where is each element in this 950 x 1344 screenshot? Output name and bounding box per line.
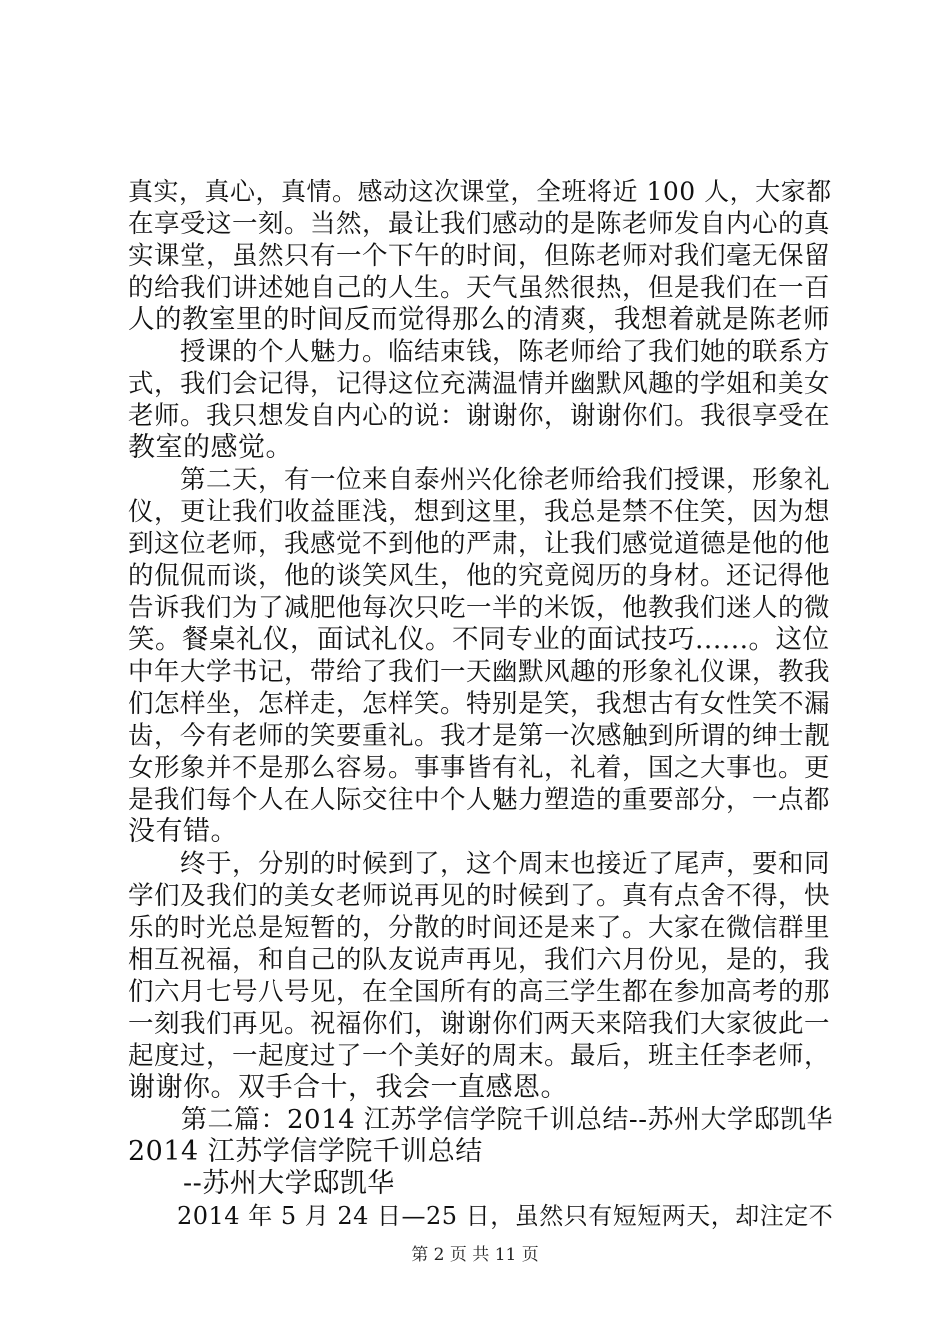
section-heading: 第二篇：2014 江苏学信学院千训总结--苏州大学邸凯华	[128, 1105, 834, 1135]
text-line: 第二天，有一位来自泰州兴化徐老师给我们授课，形象礼	[128, 465, 831, 495]
text-line: 授课的个人魅力。临结束钱，陈老师给了我们她的联系方	[128, 337, 831, 367]
text-line: 告诉我们为了减肥他每次只吃一半的米饭，他教我们迷人的微	[128, 593, 831, 623]
text-line: 起度过，一起度过了一个美好的周末。最后，班主任李老师，	[128, 1041, 831, 1071]
text-line: 老师。我只想发自内心的说：谢谢你，谢谢你们。我很享受在	[128, 401, 831, 431]
text-line: 的侃侃而谈，他的谈笑风生，他的究竟阅历的身材。还记得他	[128, 561, 831, 591]
text-line: 齿，今有老师的笑要重礼。我才是第一次感触到所谓的绅士靓	[128, 721, 831, 751]
section-title: 2014 江苏学信学院千训总结	[128, 1136, 483, 1167]
text-line: 真实，真心，真情。感动这次课堂，全班将近 100 人，大家都	[128, 177, 832, 206]
text-line: 谢谢你。双手合十，我会一直感恩。	[128, 1072, 568, 1103]
text-line: 没有错。	[128, 816, 238, 847]
text-line: 人的教室里的时间反而觉得那么的清爽，我想着就是陈老师	[128, 304, 830, 335]
text-line: 终于，分别的时候到了，这个周末也接近了尾声，要和同	[128, 849, 831, 879]
page-footer: 第 2 页 共 11 页	[411, 1245, 539, 1265]
text-line: 们怎样坐，怎样走，怎样笑。特别是笑，我想古有女性笑不漏	[128, 689, 831, 719]
text-line: 仪，更让我们收益匪浅，想到这里，我总是禁不住笑，因为想	[128, 497, 831, 527]
text-line: 乐的时光总是短暂的，分散的时间还是来了。大家在微信群里	[128, 913, 831, 943]
text-line: 在享受这一刻。当然，最让我们感动的是陈老师发自内心的真	[128, 209, 831, 239]
text-line: 2014 年 5 月 24 日—25 日，虽然只有短短两天，却注定不	[128, 1202, 834, 1230]
text-line: 们六月七号八号见，在全国所有的高三学生都在参加高考的那	[128, 977, 831, 1007]
text-line: 实课堂，虽然只有一个下午的时间，但陈老师对我们毫无保留	[128, 241, 831, 271]
text-line: 教室的感觉。	[128, 432, 293, 463]
text-line: 中年大学书记，带给了我们一天幽默风趣的形象礼仪课，教我	[128, 657, 831, 687]
text-line: 女形象并不是那么容易。事事皆有礼，礼着，国之大事也。更	[128, 753, 831, 783]
text-line: 的给我们讲述她自己的人生。天气虽然很热，但是我们在一百	[128, 273, 831, 303]
text-line: 学们及我们的美女老师说再见的时候到了。真有点舍不得，快	[128, 881, 831, 911]
text-line: 是我们每个人在人际交往中个人魅力塑造的重要部分，一点都	[128, 785, 831, 815]
text-line: 式，我们会记得，记得这位充满温情并幽默风趣的学姐和美女	[128, 369, 831, 399]
text-line: 相互祝福，和自己的队友说声再见，我们六月份见，是的，我	[128, 945, 831, 975]
text-line: 一刻我们再见。祝福你们，谢谢你们两天来陪我们大家彼此一	[128, 1009, 831, 1039]
text-line: 到这位老师，我感觉不到他的严肃，让我们感觉道德是他的他	[128, 529, 831, 559]
text-line: 笑。餐桌礼仪，面试礼仪。不同专业的面试技巧......。这位	[128, 624, 830, 655]
section-author: --苏州大学邸凯华	[128, 1168, 395, 1199]
